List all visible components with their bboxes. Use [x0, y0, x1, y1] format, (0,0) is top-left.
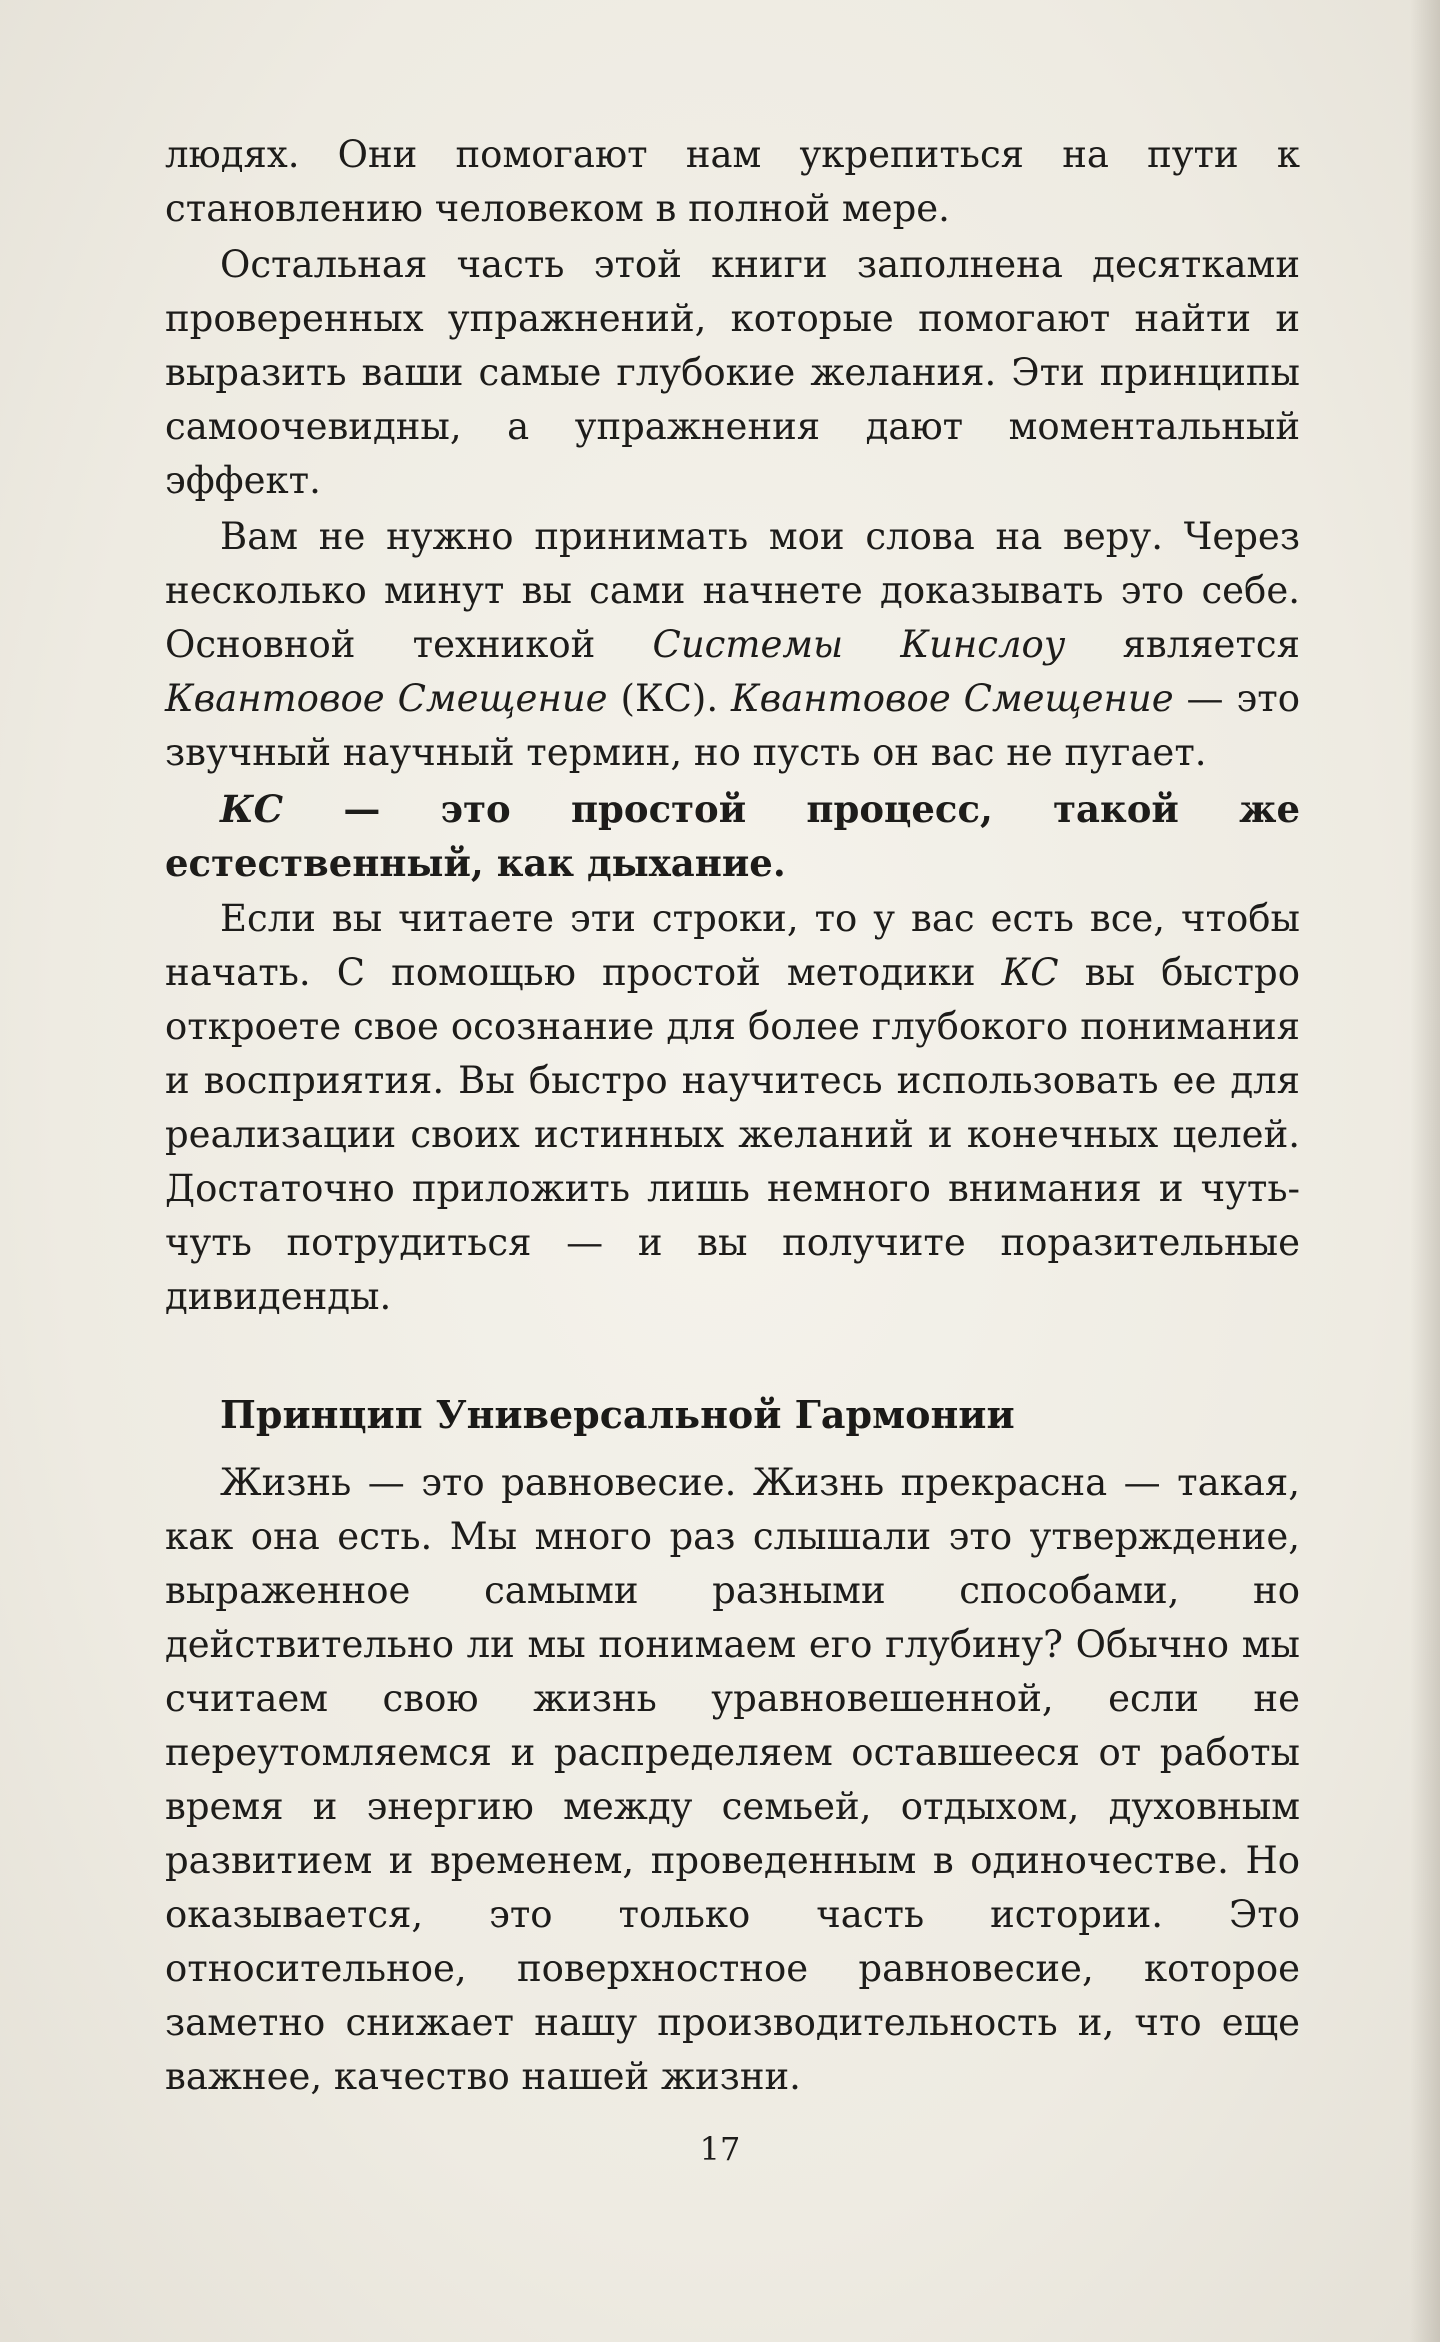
paragraph-p2 — [165, 238, 1300, 508]
text-run: — это звучный научный термин, но пусть он вас не пугает. — [165, 677, 1300, 774]
text-run: людях. Они помогают нам укрепиться на пути к становлению человеком в полной мере. — [165, 133, 1300, 230]
italic-term: Системы Кинслоу — [652, 623, 1066, 666]
text-run: Вам не нужно принимать мои слова на веру. Через несколько минут вы сами начнете доказывать это себе. Основной техникой — [165, 515, 1300, 666]
paragraph-p5 — [165, 892, 1300, 1324]
page-edge-shadow — [1410, 0, 1440, 2342]
body-paragraphs-top — [165, 128, 1300, 1324]
text-run: является — [1065, 623, 1300, 666]
page-number: 17 — [699, 2130, 741, 2168]
italic-term: КС — [220, 787, 284, 831]
italic-term: Квантовое Смещение — [165, 677, 608, 720]
paragraph-p4 — [165, 782, 1300, 890]
section-heading: Принцип Универсальной Гармонии — [220, 1392, 1015, 1437]
text-run: вы быстро откроете свое осознание для более глубокого понимания и восприятия. Вы быстро научитесь использовать ее для реализации своих истинных желаний и конечных целей. Достаточно приложить лишь немного внимания и чуть-чуть потрудиться — и вы получите поразительные дивиденды. — [165, 951, 1300, 1318]
italic-term: Квантовое Смещение — [731, 677, 1174, 720]
text-run: — это простой процесс, такой же естественный, как дыхание. — [165, 787, 1300, 885]
page-text — [165, 128, 1300, 2104]
text-run: Если вы читаете эти строки, то у вас есть все, чтобы начать. С помощью простой методики — [165, 897, 1300, 994]
paragraph-p6 — [165, 1456, 1300, 2104]
body-paragraphs-bottom — [165, 1456, 1300, 2104]
text-run: (КС). — [607, 677, 732, 720]
text-run: Остальная часть этой книги заполнена десятками проверенных упражнений, которые помогают найти и выразить ваши самые глубокие желания. Эти принципы самоочевидны, а упражнения дают моментальный эффект. — [165, 243, 1300, 502]
paragraph-p3 — [165, 510, 1300, 780]
text-run: Жизнь — это равновесие. Жизнь прекрасна — такая, как она есть. Мы много раз слышали это утверждение, выраженное самыми разными способами, но действительно ли мы понимаем его глубину? Обычно мы считаем свою жизнь уравновешенной, если не переутомляемся и распределяем оставшееся от работы время и энергию между семьей, отдыхом, духовным развитием и временем, проведенным в одиночестве. Но оказывается, это только часть истории. Это относительное, поверхностное равновесие, которое заметно снижает нашу производительность и, что еще важнее, качество нашей жизни. — [165, 1461, 1300, 2098]
italic-term: КС — [1001, 951, 1059, 994]
paragraph-p1 — [165, 128, 1300, 236]
